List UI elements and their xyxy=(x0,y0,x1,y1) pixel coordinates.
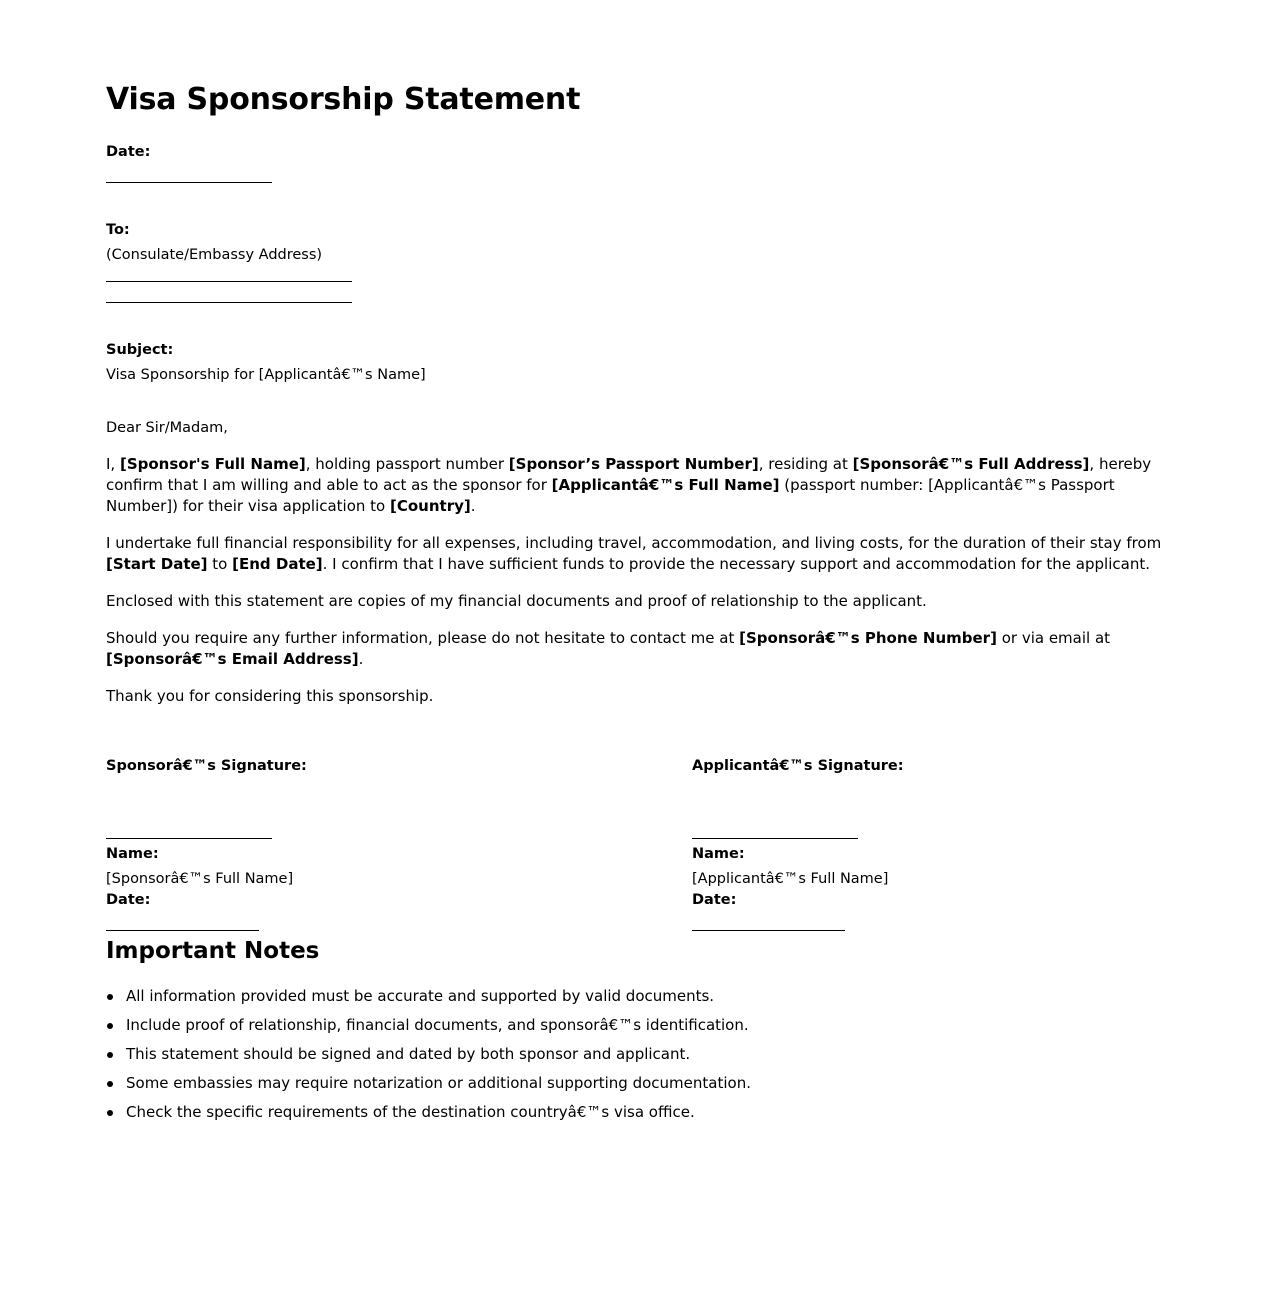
sponsor-name-label: Name: xyxy=(106,846,159,862)
bullet-icon xyxy=(107,1052,113,1058)
sponsor-signature-line xyxy=(106,838,272,839)
paragraph-contact xyxy=(106,628,1176,670)
paragraph-closing: Thank you for considering this sponsorship. xyxy=(106,687,434,705)
note-text: This statement should be signed and dated by both sponsor and applicant. xyxy=(126,1045,691,1063)
list-item xyxy=(106,986,751,1007)
applicant-signature-label: Applicantâ€™s Signature: xyxy=(692,758,904,774)
p1-text: , residing at xyxy=(758,455,853,473)
note-text: Check the specific requirements of the destination countryâ€™s visa office. xyxy=(126,1103,695,1121)
start-date-placeholder: [Start Date] xyxy=(106,555,208,573)
sponsor-address-placeholder: [Sponsorâ€™s Full Address] xyxy=(852,455,1090,473)
note-text: Some embassies may require notarization or additional supporting documentation. xyxy=(126,1074,751,1092)
p4-text: Should you require any further information, please do not hesitate to contact me at xyxy=(106,629,740,647)
sponsor-name-value: [Sponsorâ€™s Full Name] xyxy=(106,871,294,887)
bullet-icon xyxy=(107,1023,113,1029)
sponsor-phone-placeholder: [Sponsorâ€™s Phone Number] xyxy=(739,629,997,647)
bullet-icon xyxy=(107,1081,113,1087)
subject-text: Visa Sponsorship for [Applicantâ€™s Name] xyxy=(106,367,426,383)
paragraph-financial-responsibility xyxy=(106,533,1176,575)
bullet-icon xyxy=(107,994,113,1000)
note-text: Include proof of relationship, financial documents, and sponsorâ€™s identification. xyxy=(126,1016,749,1034)
address-blank-line-1 xyxy=(106,281,352,282)
sponsor-date-label: Date: xyxy=(106,892,151,908)
subject-label: Subject: xyxy=(106,342,174,358)
note-text: All information provided must be accurate and supported by valid documents. xyxy=(126,987,715,1005)
page-title: Visa Sponsorship Statement xyxy=(106,82,581,117)
applicant-name-label: Name: xyxy=(692,846,745,862)
salutation: Dear Sir/Madam, xyxy=(106,420,228,436)
p2-text: . I confirm that I have sufficient funds to provide the necessary support and accommodation for the applicant. xyxy=(322,555,1150,573)
applicant-name-value: [Applicantâ€™s Full Name] xyxy=(692,871,889,887)
end-date-placeholder: [End Date] xyxy=(232,555,323,573)
address-blank-line-2 xyxy=(106,302,352,303)
sponsor-date-line xyxy=(106,930,259,931)
p4-text: . xyxy=(358,650,364,668)
to-label: To: xyxy=(106,222,130,238)
p4-text: or via email at xyxy=(996,629,1111,647)
date-label: Date: xyxy=(106,144,151,160)
applicant-date-label: Date: xyxy=(692,892,737,908)
applicant-date-line xyxy=(692,930,845,931)
sponsor-name-placeholder: [Sponsor's Full Name] xyxy=(119,455,306,473)
p2-text: I undertake full financial responsibility for all expenses, including travel, accommodation, and living costs, for the duration of their stay from xyxy=(106,534,1162,552)
list-item xyxy=(106,1102,751,1123)
sponsor-email-placeholder: [Sponsorâ€™s Email Address] xyxy=(106,650,359,668)
applicant-signature-line xyxy=(692,838,858,839)
p1-text: , hereby confirm that I am willing and able to act as the sponsor for xyxy=(106,455,1152,494)
notes-list xyxy=(106,986,751,1131)
applicant-name-placeholder: [Applicantâ€™s Full Name] xyxy=(551,476,780,494)
paragraph-sponsor-declaration xyxy=(106,454,1176,517)
sponsor-passport-placeholder: [Sponsor’s Passport Number] xyxy=(508,455,759,473)
list-item xyxy=(106,1044,751,1065)
p1-text: , holding passport number xyxy=(305,455,509,473)
p2-text: to xyxy=(207,555,233,573)
country-placeholder: [Country] xyxy=(390,497,471,515)
p1-text: I, xyxy=(106,455,120,473)
date-blank-line xyxy=(106,182,272,183)
p1-text: . xyxy=(470,497,476,515)
bullet-icon xyxy=(107,1110,113,1116)
sponsor-signature-label: Sponsorâ€™s Signature: xyxy=(106,758,307,774)
list-item xyxy=(106,1015,751,1036)
p1-text: (passport number: [Applicantâ€™s Passport Number]) for their visa application to xyxy=(106,476,1115,515)
paragraph-enclosures: Enclosed with this statement are copies of my financial documents and proof of relationship to the applicant. xyxy=(106,592,927,610)
notes-heading: Important Notes xyxy=(106,938,320,964)
to-address-placeholder: (Consulate/Embassy Address) xyxy=(106,247,323,263)
list-item xyxy=(106,1073,751,1094)
